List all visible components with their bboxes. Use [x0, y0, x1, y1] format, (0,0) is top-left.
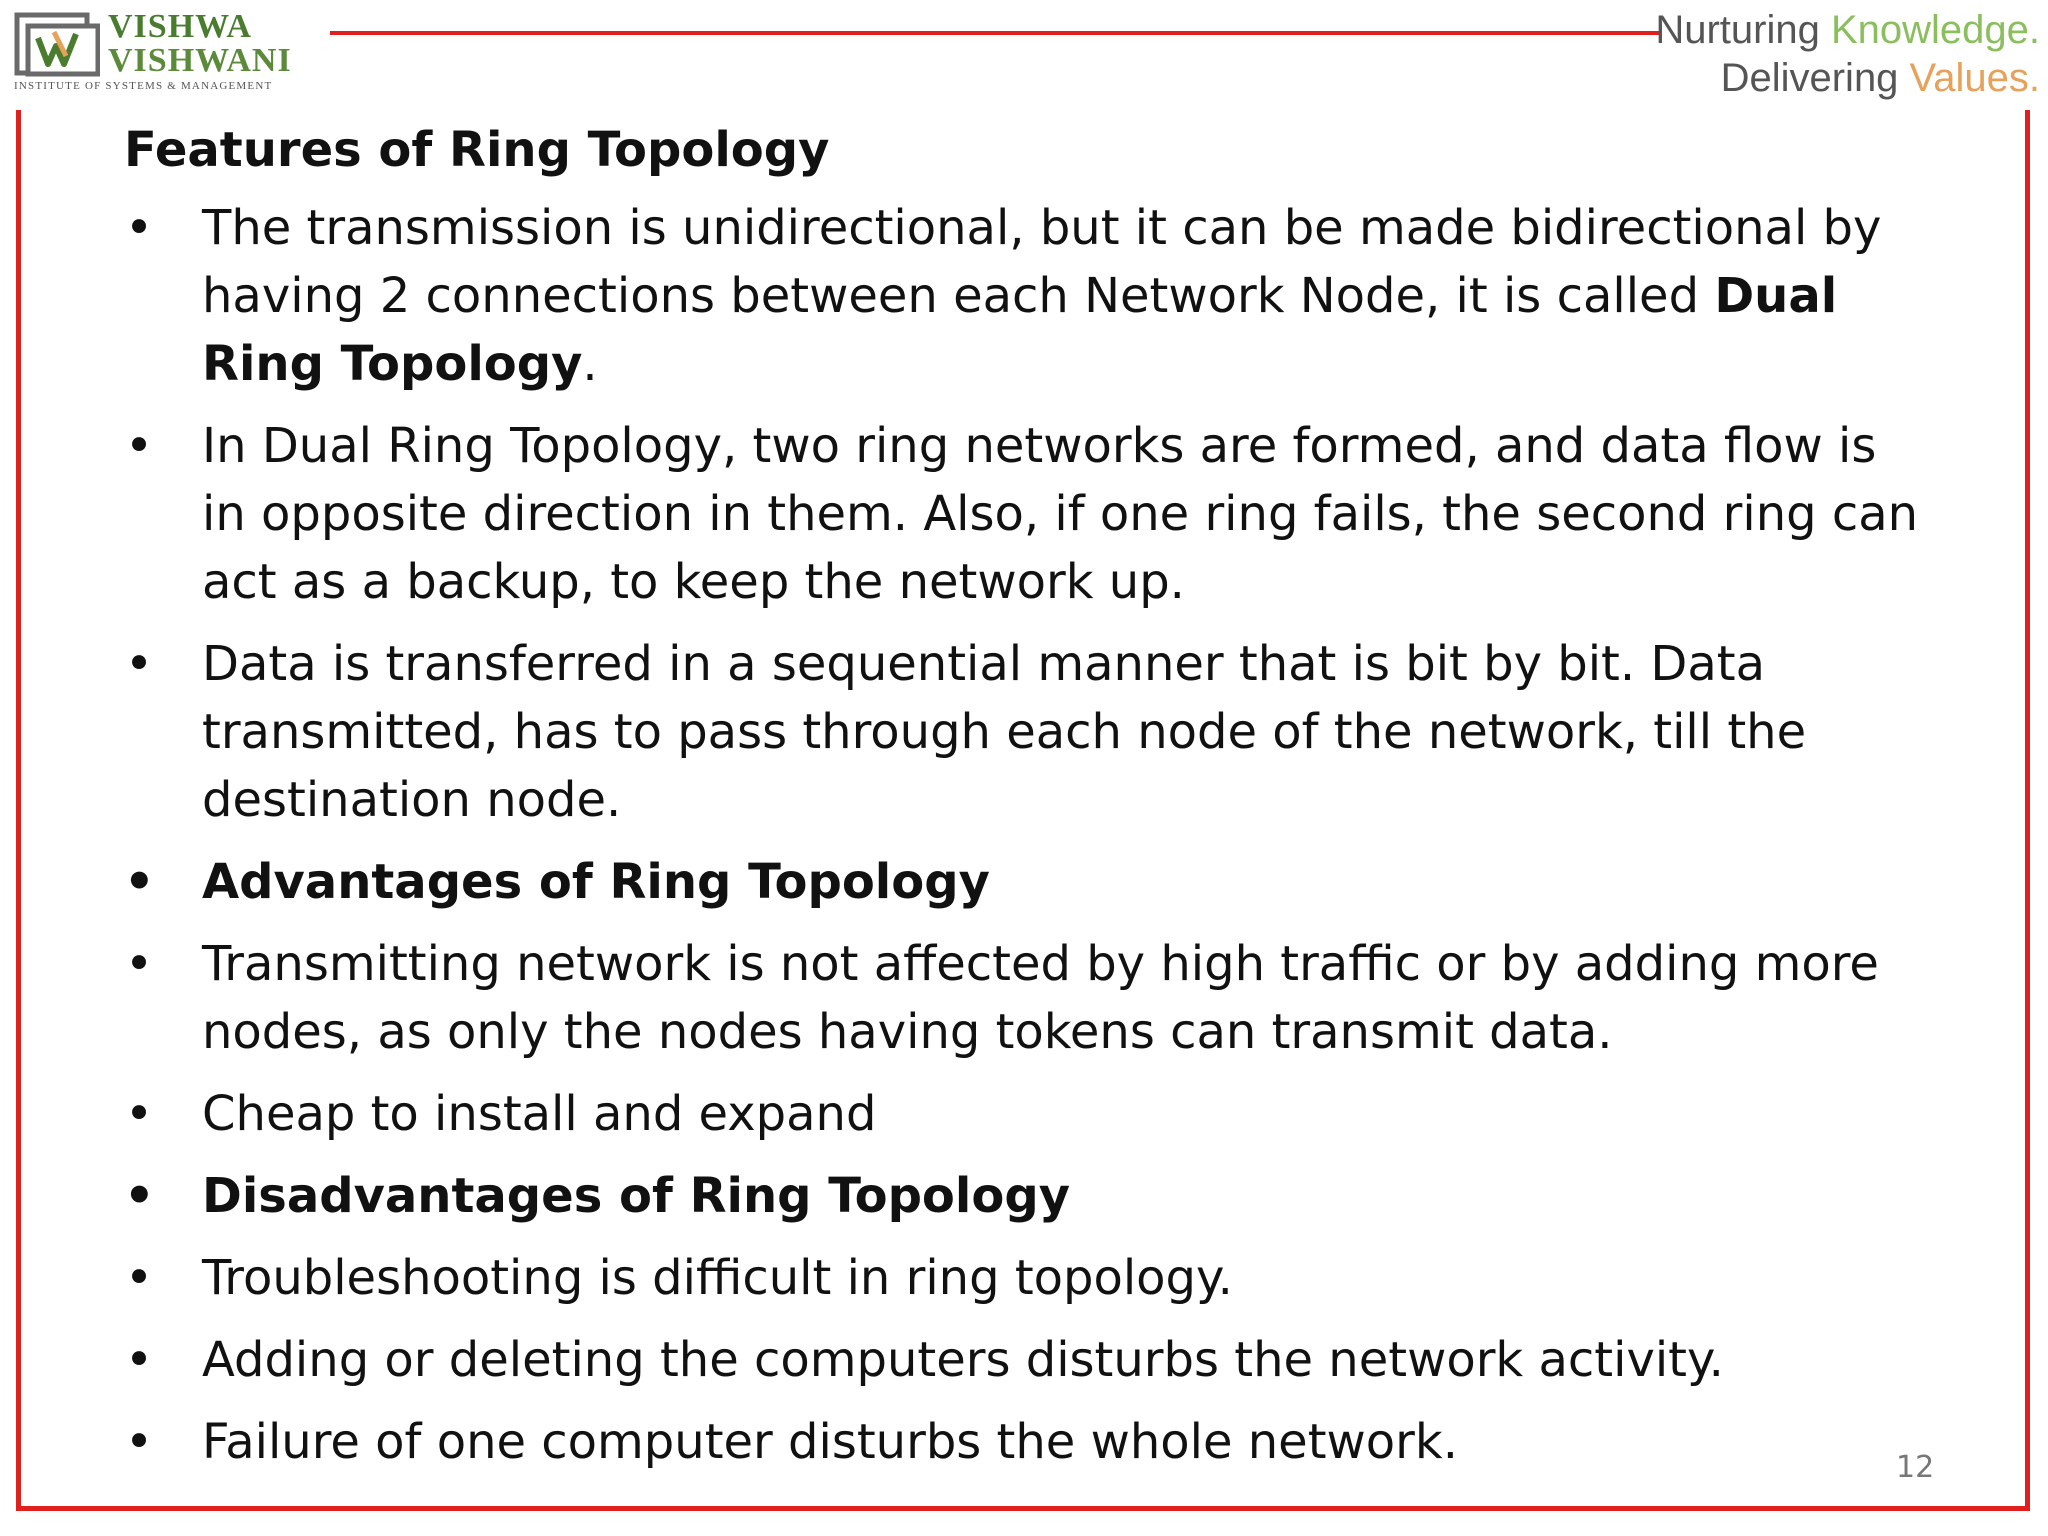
slide-content [124, 118, 1924, 1490]
bullet-text: Failure of one computer disturbs the whole network. [202, 1414, 1458, 1470]
list-item [124, 1408, 1924, 1476]
bullet-dot: • [124, 1086, 154, 1142]
header-divider [330, 31, 1660, 35]
tagline-values: Values. [1909, 56, 2040, 100]
list-item-heading-advantages [124, 848, 1924, 916]
list-item [124, 930, 1924, 1066]
bullet-dot: • [124, 1250, 154, 1306]
logo-line-2: VISHWANI [108, 42, 292, 79]
list-item [124, 1080, 1924, 1148]
list-item [124, 1326, 1924, 1394]
bullet-dot: • [124, 418, 154, 474]
bullet-list [124, 194, 1924, 1476]
bullet-text: Data is transferred in a sequential manner that is bit by bit. Data transmitted, has to pass through each node of the network, till the destination node. [202, 636, 1807, 828]
tagline-nurturing: Nurturing [1655, 8, 1831, 52]
bullet-text: Disadvantages of Ring Topology [202, 1168, 1070, 1224]
bullet-dot: • [124, 1168, 155, 1224]
logo-line-1: VISHWA [108, 8, 252, 45]
list-item-heading-disadvantages [124, 1162, 1924, 1230]
tagline [1640, 6, 2048, 102]
list-item [124, 1244, 1924, 1312]
list-item [124, 194, 1924, 398]
bullet-text: In Dual Ring Topology, two ring networks are formed, and data flow is in opposite direction in them. Also, if one ring fails, the second ring can act as a backup, to keep the network up. [202, 418, 1919, 610]
tagline-line-1 [1640, 6, 2040, 54]
logo-emblem-icon [14, 12, 100, 78]
bullet-dot: • [124, 1414, 154, 1470]
bullet-bold-term: Dual Ring Topology [202, 268, 1838, 392]
bullet-dot: • [124, 936, 154, 992]
bullet-text: Cheap to install and expand [202, 1086, 877, 1142]
bullet-text: Troubleshooting is difficult in ring topology. [202, 1250, 1233, 1306]
logo-wordmark [108, 10, 292, 78]
tagline-knowledge: Knowledge. [1830, 8, 2040, 52]
slide-title: Features of Ring Topology [124, 122, 830, 178]
page-number: 12 [1896, 1450, 1935, 1485]
bullet-dot: • [124, 636, 154, 692]
institute-logo [14, 10, 334, 100]
tagline-delivering: Delivering [1720, 56, 1910, 100]
bullet-dot: • [124, 1332, 154, 1388]
list-item [124, 412, 1924, 616]
bullet-dot: • [124, 854, 155, 910]
bullet-dot: • [124, 200, 154, 256]
list-item [124, 630, 1924, 834]
tagline-line-2 [1640, 54, 2040, 102]
bullet-text: Advantages of Ring Topology [202, 854, 990, 910]
bullet-text: Adding or deleting the computers disturbs the network activity. [202, 1332, 1724, 1388]
bullet-text: Transmitting network is not affected by high traffic or by adding more nodes, as only the nodes having tokens can transmit data. [202, 936, 1879, 1060]
bullet-tail: . [582, 336, 598, 392]
bullet-text: The transmission is unidirectional, but it can be made bidirectional by having 2 connections between each Network Node, it is called [202, 200, 1882, 324]
logo-subtitle: INSTITUTE OF SYSTEMS & MANAGEMENT [14, 80, 273, 92]
